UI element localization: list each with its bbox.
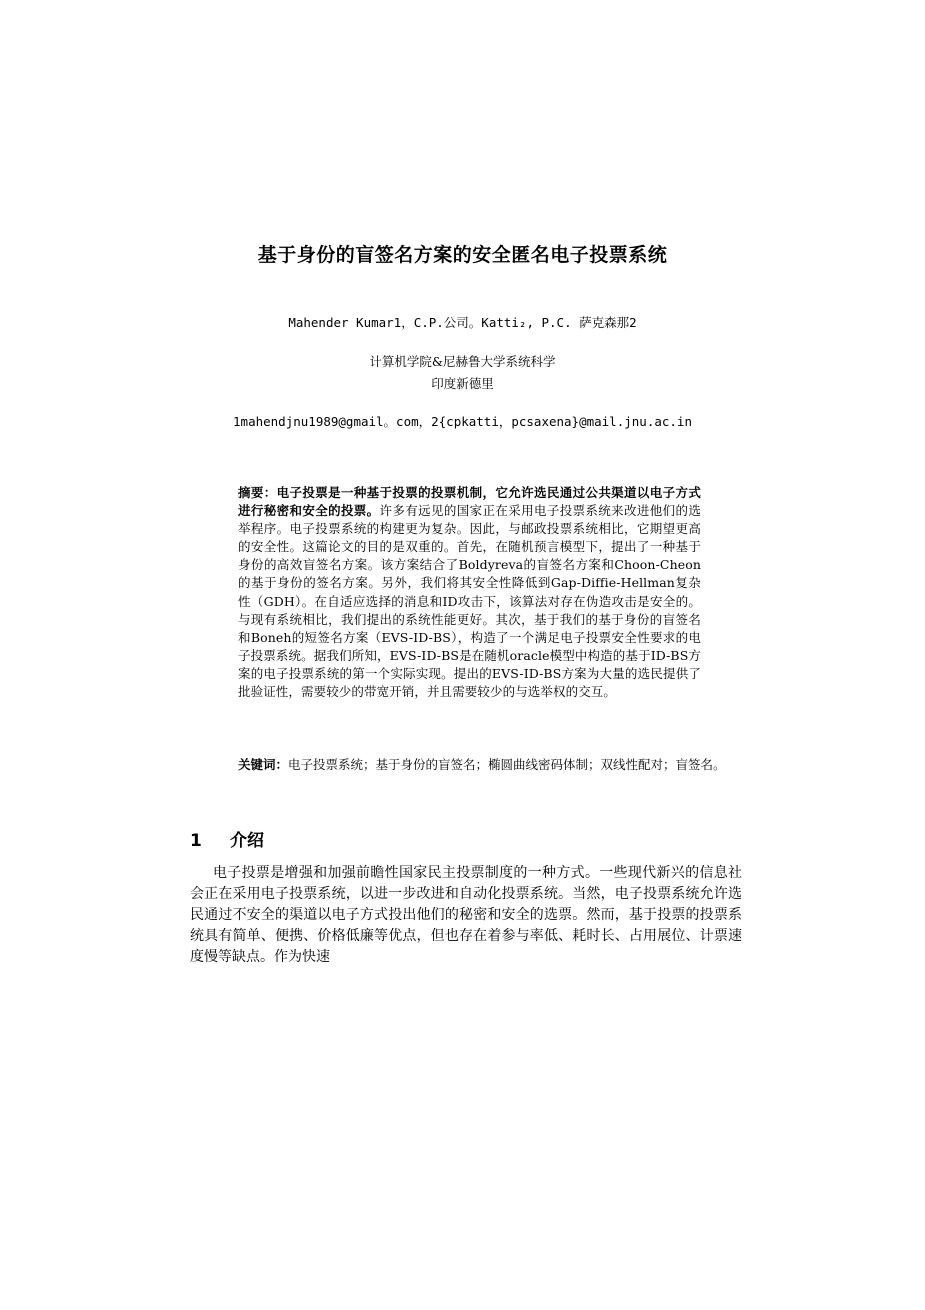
author-list: Mahender Kumar1，C.P.公司。Katti₂, P.C. 萨克森那2 <box>288 315 637 330</box>
intro-paragraph: 电子投票是增强和加强前瞻性国家民主投票制度的一种方式。一些现代新兴的信息社会正在采用电子投票系统，以进一步改进和自动化投票系统。当然，电子投票系统允许选民通过不安全的渠道以电子方式投出他们的秘密和安全的选票。然而，基于投票的投票系统具有简单、便携、价格低廉等优点，但也存在着参与率低、耗时长、占用展位、计票速度慢等缺点。作为快速 <box>190 865 742 965</box>
section-title: 介绍 <box>230 831 264 851</box>
keywords-block <box>238 756 743 774</box>
abstract-lead: 摘要：电子投票是一种基于投票的投票机制，它允许选民通过公共渠道以电子方式进行秘密和安全的投票。 <box>238 485 701 519</box>
keywords-label: 关键词： <box>238 757 289 772</box>
affiliation-location: 印度新德里 <box>431 376 494 391</box>
paper-title: 基于身份的盲签名方案的安全匿名电子投票系统 <box>257 244 668 266</box>
section-number: 1 <box>190 831 202 851</box>
section-heading <box>190 826 264 851</box>
keywords-text: 电子投票系统；基于身份的盲签名；椭圆曲线密码体制；双线性配对；盲签名。 <box>288 757 726 772</box>
author-emails: 1mahendjnu1989@gmail。com，2{cpkatti，pcsaxena}@mail.jnu.ac.in <box>233 414 692 429</box>
affiliation-institution: 计算机学院&尼赫鲁大学系统科学 <box>369 354 556 369</box>
abstract-block <box>238 484 701 701</box>
abstract-body: 许多有远见的国家正在采用电子投票系统来改进他们的选举程序。电子投票系统的构建更为复杂。因此，与邮政投票系统相比，它期望更高的安全性。这篇论文的目的是双重的。首先，在随机预言模型下，提出了一种基于身份的高效盲签名方案。该方案结合了Boldyreva的盲签名方案和Choon-Cheon的基于身份的签名方案。另外，我们将其安全性降低到Gap-Diffie-Hellman复杂性（GDH）。在自适应选择的消息和ID攻击下，该算法对存在伪造攻击是安全的。与现有系统相比，我们提出的系统性能更好。其次，基于我们的基于身份的盲签名和Boneh的短签名方案（EVS-ID-BS），构造了一个满足电子投票安全性要求的电子投票系统。据我们所知，EVS-ID-BS是在随机oracle模型中构造的基于ID-BS方案的电子投票系统的第一个实际实现。提出的EVS-ID-BS方案为大量的选民提供了批验证性，需要较少的带宽开销，并且需要较少的与选举权的交互。 <box>238 503 701 700</box>
